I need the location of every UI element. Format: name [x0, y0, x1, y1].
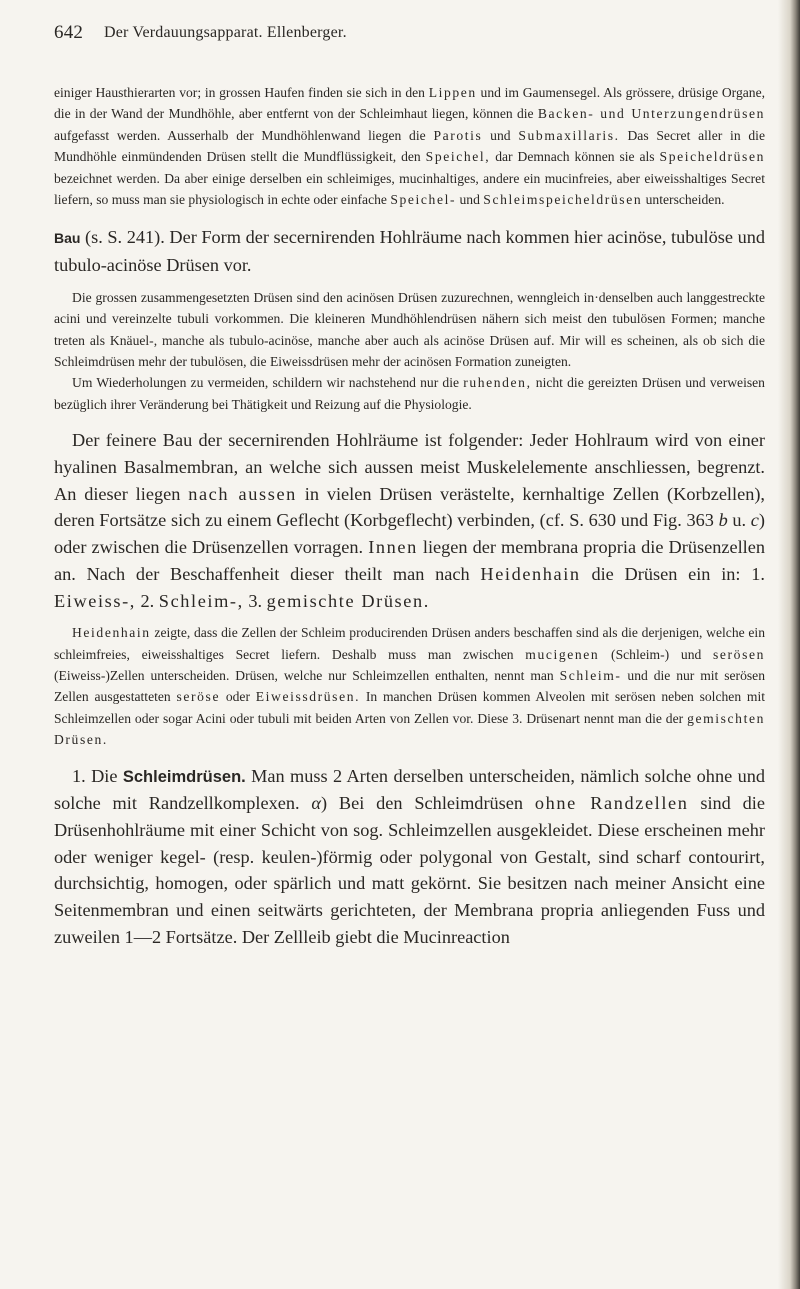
- bau-paragraph: Bau (s. S. 241). Der Form der secernirenden Hohlräume nach kommen hier acinöse, tubulöse und tubulo-acinöse Drüsen vor.: [54, 227, 765, 276]
- feiner-bau-paragraph: Der feinere Bau der secernirenden Hohlräume ist folgender: Jeder Hohlraum wird von einer hyalinen Basalmembran, an welche sich aussen meist Muskelelemente anschliessen, begrenzt. An dieser liegen nach aussen in vielen Drüsen verästelte, kernhaltige Zellen (Korbzellen), deren Fortsätze sich zu einem Geflecht (Korbgeflecht) verbinden, (cf. S. 630 und Fig. 363 b u. c) oder zwischen die Drüsenzellen vorragen. Innen liegen der membrana propria die Drüsenzellen an. Nach der Beschaffenheit dieser theilt man nach Heidenhain die Drüsen ein in: 1. Eiweiss-, 2. Schleim-, 3. gemischte Drüsen.: [54, 430, 766, 611]
- page-header: [54, 18, 754, 48]
- schleimdruesen-heading: Schleimdrüsen.: [122, 767, 246, 786]
- bau-heading: Bau: [54, 230, 81, 247]
- small-paragraph-2: Um Wiederholungen zu vermeiden, schildern wir nachstehend nur die ruhenden, nicht die gereizten Drüsen und verweisen bezüglich ihrer Veränderung bei Thätigkeit und Reizung auf die Physiologie.: [54, 375, 765, 412]
- small-paragraph-1: Die grossen zusammengesetzten Drüsen sind den acinösen Drüsen zuzurechnen, wenngleich in·denselben auch langgestreckte acini und vereinzelte tubuli vorkommen. Die kleineren Mundhöhlendrüsen nähern sich meist den tubulösen Formen; manche treten als Knäuel-, manche als tubulo-acinöse, manche aber auch als acinöse Drüsen auf. Mir will es scheinen, als ob sich die Schleimdrüsen mehr der tubulösen, die Eiweissdrüsen mehr der acinösen Formation zuneigten.: [54, 289, 765, 370]
- running-title: Der Verdauungsapparat. Ellenberger.: [104, 24, 347, 41]
- page-body: [54, 82, 765, 951]
- small-paragraph-3: Heidenhain zeigte, dass die Zellen der Schleim producirenden Drüsen anders beschaffen sind als die derjenigen, welche ein schleimfreies, eiweisshaltiges Secret liefern. Deshalb muss man zwischen mucigenen (Schleim-) und serösen (Eiweiss-)Zellen unterscheiden. Drüsen, welche nur Schleimzellen enthalten, nennt man Schleim- und die nur mit serösen Zellen ausgestatteten seröse oder Eiweissdrüsen. In manchen Drüsen kommen Alveolen mit serösen neben solchen mit Schleimzellen oder sogar Acini oder tubuli mit beiden Arten von Zellen vor. Diese 3. Drüsenart nennt man die der gemischten Drüsen.: [54, 625, 766, 748]
- schleimdruesen-paragraph: 1. Die Schleimdrüsen. Man muss 2 Arten derselben unterscheiden, nämlich solche ohne und solche mit Randzellkomplexen. α) Bei den Schleimdrüsen ohne Randzellen sind die Drüsenhohlräume mit einer Schicht von sog. Schleimzellen ausgekleidet. Diese erscheinen mehr oder weniger kegel- (resp. keulen-)förmig oder polygonal von Gestalt, sind scharf contourirt, durchsichtig, homogen, oder spärlich und matt gekörnt. Sie besitzen nach meiner Ansicht eine Seitenmembran und einen seitwärts gerichteten, der Membrana propria anliegenden Fuss und zuweilen 1—2 Fortsätze. Der Zellleib giebt die Mucinreaction: [54, 765, 765, 947]
- page-number: 642: [54, 22, 84, 43]
- intro-paragraph: einiger Hausthierarten vor; in grossen Haufen finden sie sich in den Lippen und im Gaumensegel. Als grössere, drüsige Organe, die in der Wand der Mundhöhle, aber entfernt von der Schleimhaut liegen, können die Backen- und Unterzungendrüsen aufgefasst werden. Ausserhalb der Mundhöhlenwand liegen die Parotis und Submaxillaris. Das Secret aller in die Mundhöhle einmündenden Drüsen stellt die Mundflüssigkeit, den Speichel, dar Demnach können sie als Speicheldrüsen bezeichnet werden. Da aber einige derselben ein schleimiges, mucinhaltiges, andere ein mucinfreies, aber eiweisshaltiges Secret liefern, so muss man sie physiologisch in echte oder einfache Speichel- und Schleimspeicheldrüsen unterscheiden.: [54, 85, 766, 208]
- page-edge-shadow: [778, 0, 800, 1289]
